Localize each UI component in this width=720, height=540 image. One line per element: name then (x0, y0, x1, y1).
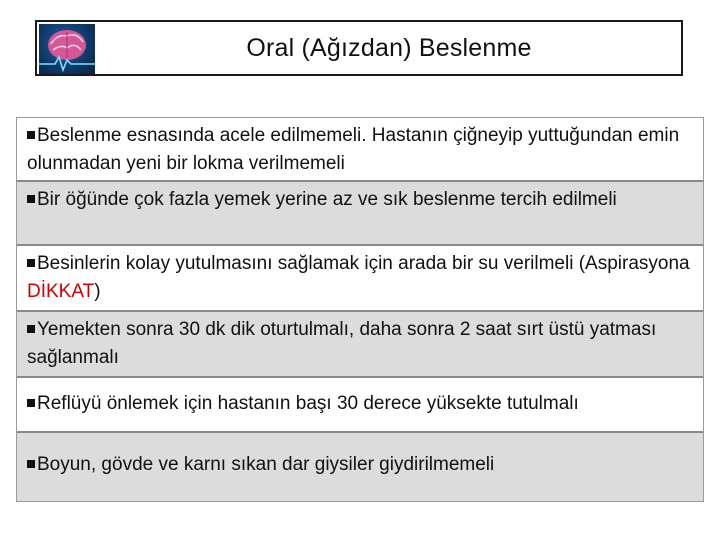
list-item (17, 312, 703, 378)
brain-heartbeat-icon (39, 24, 95, 74)
bullet-icon (27, 131, 35, 139)
list-item (17, 118, 703, 182)
item-text: Yemekten sonra 30 dk dik oturtulmalı, daha sonra 2 saat sırt üstü yatması sağlanmalı (27, 319, 657, 368)
bullet-icon (27, 195, 35, 203)
title-box (35, 20, 683, 76)
bullet-icon (27, 259, 35, 267)
item-text-end: ) (94, 281, 101, 302)
list-item (17, 246, 703, 312)
item-text: Reflüyü önlemek için hastanın başı 30 derece yüksekte tutulmalı (37, 393, 579, 414)
item-text: Boyun, gövde ve karnı sıkan dar giysiler giydirilmemeli (37, 454, 495, 475)
bullet-icon (27, 460, 35, 468)
item-text: Beslenme esnasında acele edilmemeli. Hastanın çiğneyip yuttuğundan emin olunmadan yeni bir lokma verilmemeli (27, 125, 680, 174)
list-item (17, 182, 703, 246)
page-title: Oral (Ağızdan) Beslenme (246, 33, 532, 62)
list-item (17, 433, 703, 501)
item-text: Besinlerin kolay yutulmasını sağlamak için arada bir su verilmeli (Aspirasyona (37, 253, 690, 274)
bullet-list (16, 117, 704, 502)
bullet-icon (27, 399, 35, 407)
warning-highlight: DİKKAT (27, 281, 95, 302)
bullet-icon (27, 325, 35, 333)
list-item (17, 378, 703, 433)
item-text: Bir öğünde çok fazla yemek yerine az ve sık beslenme tercih edilmeli (37, 189, 617, 210)
